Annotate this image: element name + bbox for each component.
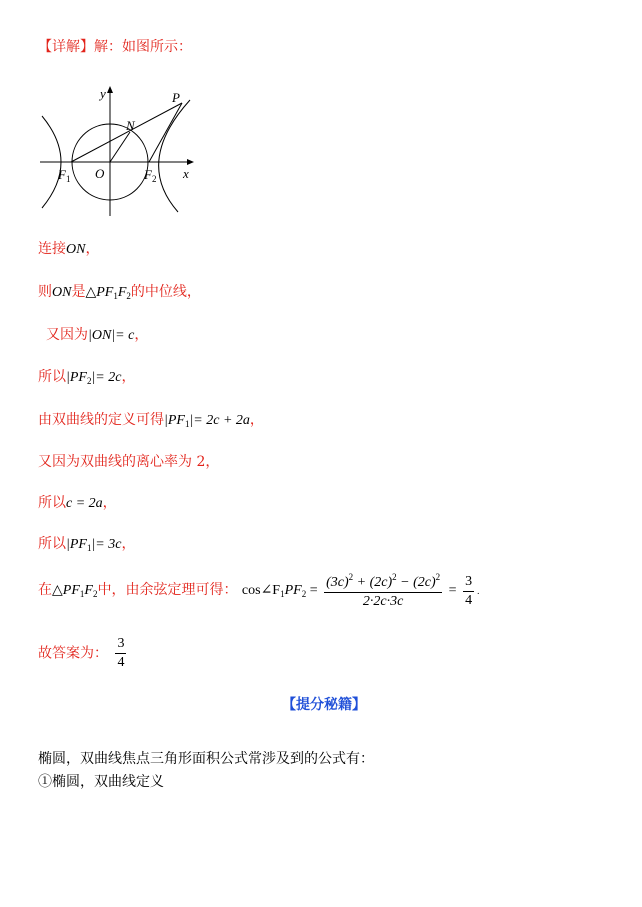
label-F2: $F_2$	[144, 167, 157, 184]
cosine-fraction: $\frac{(3c)^2 + (2c)^2 - (2c)^2}{2\cdot 2c\cdot 3c}$	[326, 572, 441, 609]
label-y: y	[100, 86, 106, 101]
step-9-cosine: 在$\triangle PF_1F_2$中，由余弦定理可得： $\cos\angle F_1PF_2$ = $\frac{(3c)^2 + (2c)^2 - (2c)^2}{2\cdot 2c\cdot 3c}$ = $\frac{3}{4}$ .	[38, 572, 480, 609]
step-8: 所以$|PF_1|= 3c$，	[38, 536, 136, 553]
step-7: 所以c = 2a，	[38, 495, 117, 511]
answer-fraction: $\frac{3}{4}$	[117, 636, 125, 670]
step-6: 又因为双曲线的离心率为 2，	[38, 454, 220, 470]
tip-heading: 【提分秘籍】	[282, 697, 366, 713]
solution-header: 【详解】解：如图所示：	[38, 39, 192, 55]
paragraph-formulas: 椭圆，双曲线焦点三角形面积公式常涉及到的公式有：	[38, 751, 374, 767]
paragraph-definition: ①椭圆，双曲线定义	[38, 774, 164, 790]
step-3: 又因为|ON|= c，	[46, 327, 149, 343]
y-axis-arrow	[107, 86, 113, 93]
label-N: N	[126, 118, 135, 133]
step-1: 连接ON，	[38, 241, 100, 257]
label-O: O	[95, 166, 105, 181]
step-4: 所以$|PF_2|= 2c$，	[38, 369, 136, 386]
result-fraction: $\frac{3}{4}$	[465, 573, 473, 608]
step-2: 则ON是$\triangle PF_1F_2$的中位线，	[38, 284, 201, 301]
label-P: P	[172, 90, 180, 105]
hyperbola-figure	[38, 80, 198, 220]
x-axis-arrow	[187, 159, 194, 165]
answer: 故答案为： $\frac{3}{4}$	[38, 636, 125, 670]
label-x: x	[183, 166, 189, 181]
step-5: 由双曲线的定义可得$|PF_1|= 2c + 2a$，	[38, 412, 264, 429]
label-F1: $F_1$	[58, 167, 71, 184]
cosine-formula: $\cos\angle F_1PF_2$ = $\frac{(3c)^2 + (2c)^2 - (2c)^2}{2\cdot 2c\cdot 3c}$ = $\frac{3}{4}$ .	[241, 572, 480, 609]
